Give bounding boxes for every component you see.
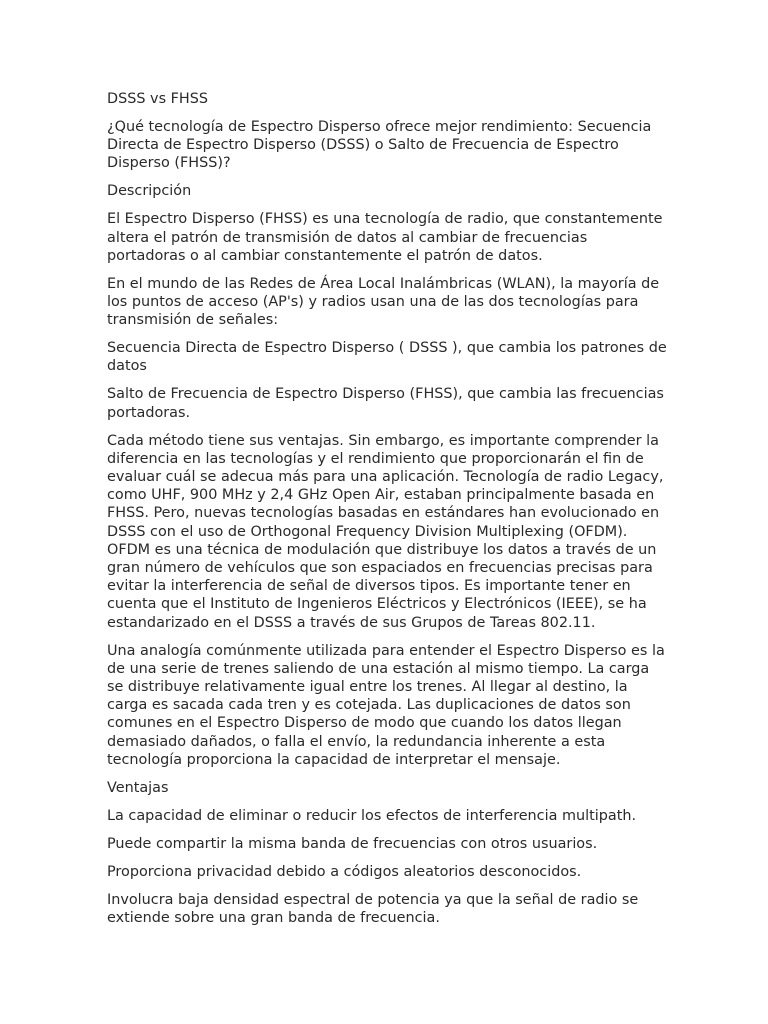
section-heading-advantages: Ventajas — [107, 779, 169, 796]
paragraph-dsss: Secuencia Directa de Espectro Disperso ( DSSS ), que cambia los patrones de datos — [107, 340, 667, 375]
advantage-item: Puede compartir la misma banda de frecuencias con otros usuarios. — [107, 835, 598, 852]
paragraph-wlan: En el mundo de las Redes de Área Local Inalámbricas (WLAN), la mayoría de los puntos de acceso (AP's) y radios usan una de las dos tecnologías para transmisión de señales: — [107, 275, 660, 329]
section-heading-description: Descripción — [107, 183, 192, 200]
paragraph-analogy: Una analogía comúnmente utilizada para entender el Espectro Disperso es la de una serie de trenes saliendo de una estación al mismo tiempo. La carga se distribuye relativamente igual entre los trenes. Al llegar al destino, la carga es sacada cada tren y es cotejada. Las duplicaciones de datos son comunes en el Espectro Disperso de modo que cuando los datos llegan demasiado dañados, o falla el envío, la redundancia inherente a esta tecnología proporciona la capacidad de interpretar el mensaje. — [107, 642, 665, 768]
document-page — [107, 90, 667, 937]
paragraph-methods: Cada método tiene sus ventajas. Sin embargo, es importante comprender la diferencia en las tecnologías y el rendimiento que proporcionarán el fin de evaluar cuál se adecua más para una aplicación. Tecnología de radio Legacy, como UHF, 900 MHz y 2,4 GHz Open Air, estaban principalmente basada en FHSS. Pero, nuevas tecnologías basadas en estándares han evolucionado en DSSS con el uso de Orthogonal Frequency Division Multiplexing (OFDM). OFDM es una técnica de modulación que distribuye los datos a través de un gran número de vehículos que son espaciados en frecuencias precisas para evitar la interferencia de señal de diversos tipos. Es importante tener en cuenta que el Instituto de Ingenieros Eléctricos y Electrónicos (IEEE), se ha estandarizado en el DSSS a través de sus Grupos de Tareas 802.11. — [107, 432, 664, 631]
advantage-item: La capacidad de eliminar o reducir los efectos de interferencia multipath. — [107, 807, 637, 824]
intro-question: ¿Qué tecnología de Espectro Disperso ofrece mejor rendimiento: Secuencia Directa de Espectro Disperso (DSSS) o Salto de Frecuencia de Espectro Disperso (FHSS)? — [107, 119, 652, 172]
advantage-item: Proporciona privacidad debido a códigos aleatorios desconocidos. — [107, 863, 582, 880]
advantage-item: Involucra baja densidad espectral de potencia ya que la señal de radio se extiende sobre una gran banda de frecuencia. — [107, 891, 639, 927]
paragraph-definition: El Espectro Disperso (FHSS) es una tecnología de radio, que constantemente altera el patrón de transmisión de datos al cambiar de frecuencias portadoras o al cambiar constantemente el patrón de datos. — [107, 211, 663, 264]
paragraph-fhss: Salto de Frecuencia de Espectro Disperso (FHSS), que cambia las frecuencias portadoras. — [107, 386, 664, 421]
document-title: DSSS vs FHSS — [107, 91, 209, 107]
